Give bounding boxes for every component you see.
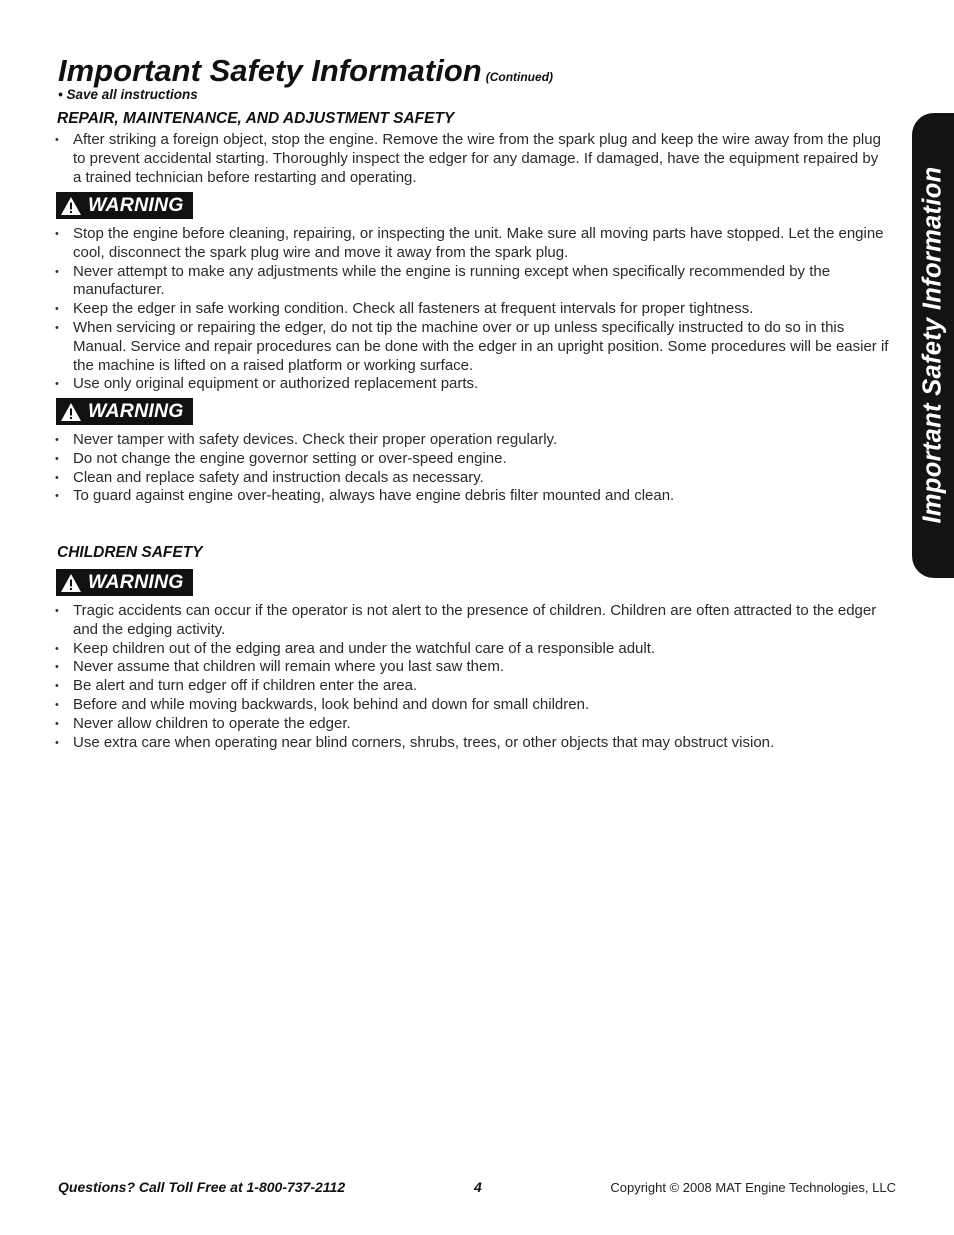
list-item: • Do not change the engine governor setting or over-speed engine. (55, 450, 889, 469)
page-number: 4 (474, 1179, 482, 1195)
list-item: • Use only original equipment or authorized replacement parts. (55, 375, 889, 394)
list-item: • Never attempt to make any adjustments while the engine is running except when specifically recommended by the manufacturer. (55, 263, 889, 301)
repair-list (55, 131, 889, 187)
list-item: • Before and while moving backwards, look behind and down for small children. (55, 696, 889, 715)
warning-triangle-icon (60, 402, 82, 422)
save-instructions-note: • Save all instructions (58, 87, 198, 102)
warning-label: WARNING (88, 571, 184, 593)
warning-label: WARNING (88, 194, 184, 216)
warning-3-list (55, 602, 889, 752)
children-section-heading: CHILDREN SAFETY (57, 544, 203, 561)
list-item: • Stop the engine before cleaning, repairing, or inspecting the unit. Make sure all moving parts have stopped. Let the engine cool, disconnect the spark plug wire and move it away from the spark plug. (55, 225, 889, 263)
list-item: • Keep the edger in safe working condition. Check all fasteners at frequent intervals for proper tightness. (55, 300, 889, 319)
footer-questions: Questions? Call Toll Free at 1-800-737-2112 (58, 1179, 346, 1195)
list-item: • Be alert and turn edger off if children enter the area. (55, 677, 889, 696)
list-item: • Never allow children to operate the edger. (55, 715, 889, 734)
warning-label: WARNING (88, 400, 184, 422)
warning-banner-3 (56, 569, 193, 596)
list-item: • Keep children out of the edging area and under the watchful care of a responsible adult. (55, 640, 889, 659)
warning-banner-2 (56, 398, 193, 425)
warning-1-list (55, 225, 889, 394)
warning-banner-1 (56, 192, 193, 219)
list-item: • After striking a foreign object, stop the engine. Remove the wire from the spark plug and keep the wire away from the plug to prevent accidental starting. Thoroughly inspect the edger for any damage. If damaged, have the equipment repaired by a trained technician before restarting and operating. (55, 131, 889, 187)
list-item: • Never assume that children will remain where you last saw them. (55, 658, 889, 677)
list-item: • Tragic accidents can occur if the operator is not alert to the presence of children. Children are often attracted to the edger and the edging activity. (55, 602, 889, 640)
warning-triangle-icon (60, 573, 82, 593)
list-item: • Clean and replace safety and instruction decals as necessary. (55, 469, 889, 488)
footer-copyright: Copyright © 2008 MAT Engine Technologies, LLC (610, 1180, 896, 1195)
list-item: • Never tamper with safety devices. Check their proper operation regularly. (55, 431, 889, 450)
repair-section-heading: REPAIR, MAINTENANCE, AND ADJUSTMENT SAFETY (57, 110, 455, 127)
side-tab-label: Important Safety Information (918, 166, 947, 524)
title-continued: (Continued) (485, 70, 554, 84)
list-item: • When servicing or repairing the edger, do not tip the machine over or up unless specifically instructed to do so in this Manual. Service and repair procedures can be done with the edger in an upright position. Some procedures will be easier if the machine is lifted on a raised platform or working surface. (55, 319, 889, 375)
list-item: • Use extra care when operating near blind corners, shrubs, trees, or other objects that may obstruct vision. (55, 734, 889, 753)
warning-triangle-icon (60, 196, 82, 216)
list-item: • To guard against engine over-heating, always have engine debris filter mounted and clean. (55, 487, 889, 506)
warning-2-list (55, 431, 889, 506)
page-title-text: Important Safety Information (58, 53, 482, 88)
